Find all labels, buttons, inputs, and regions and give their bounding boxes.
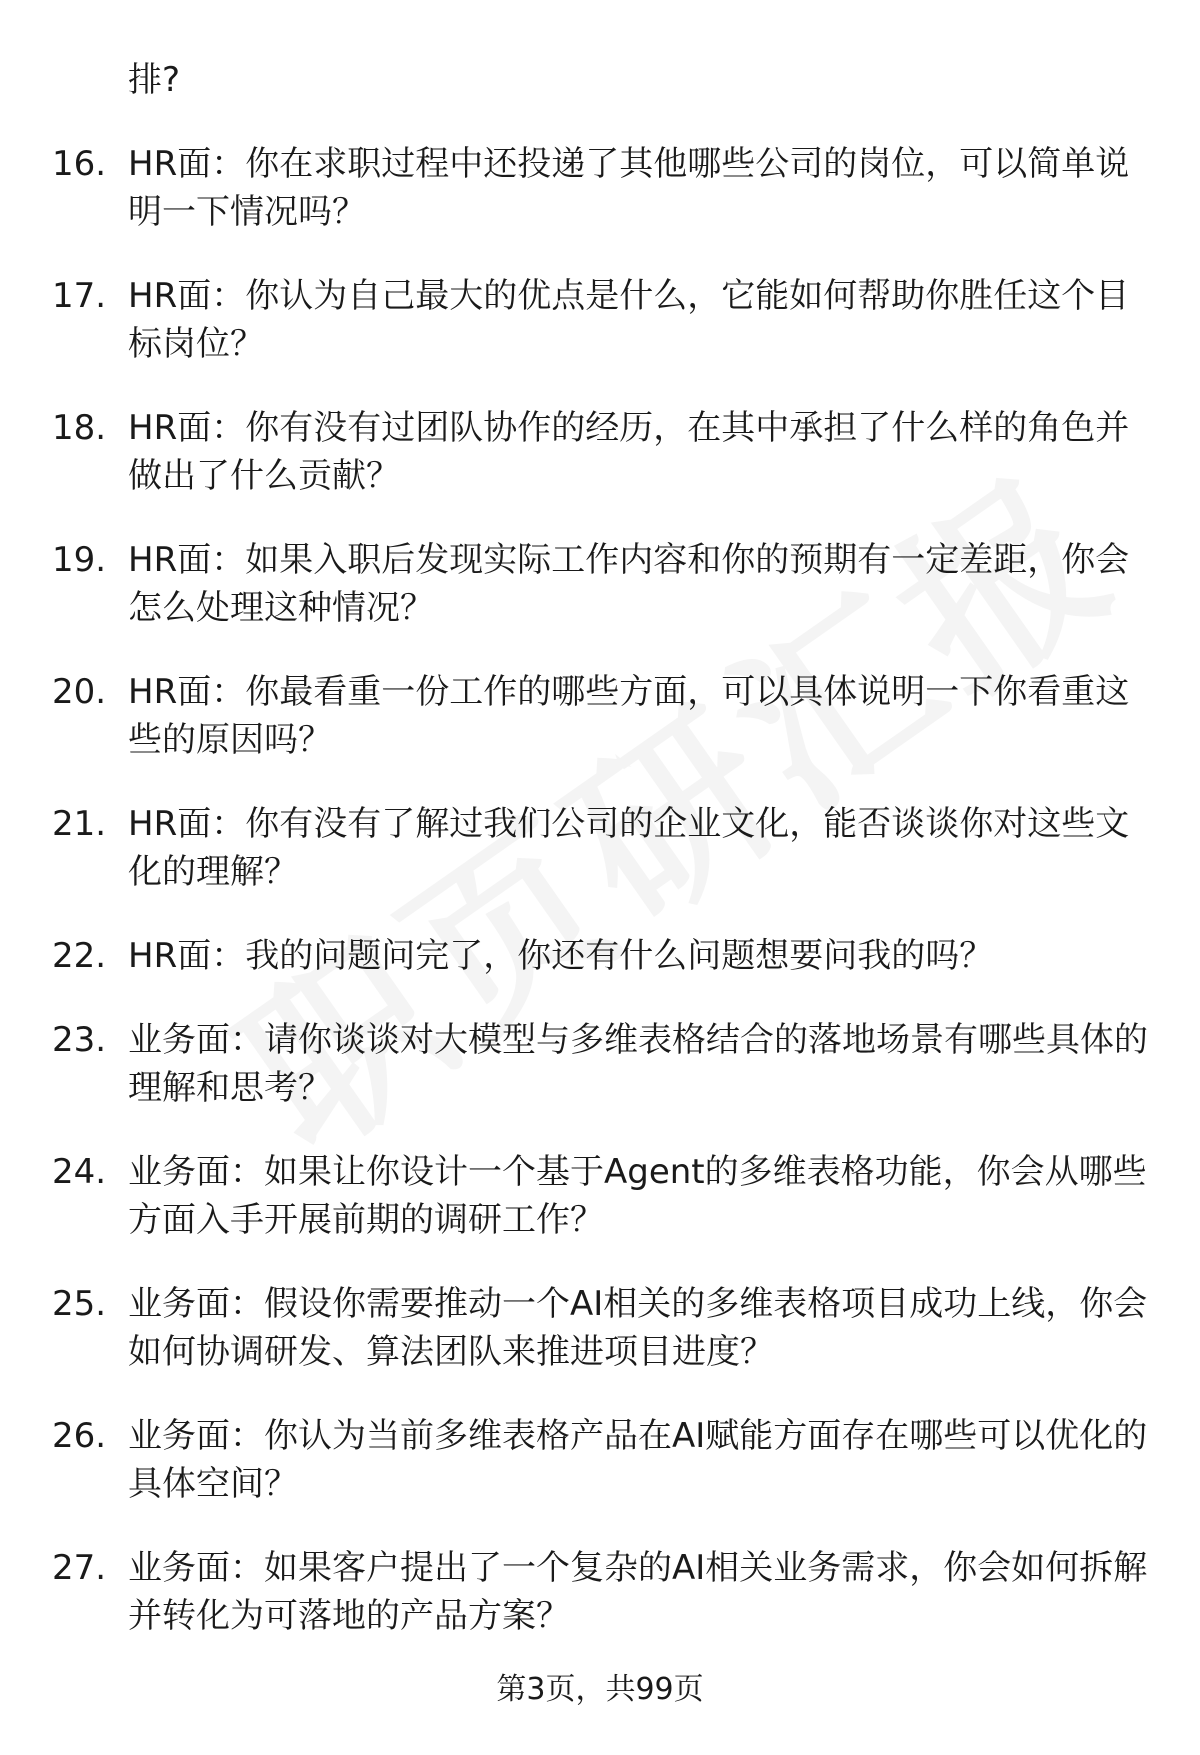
continued-text: 排? <box>128 60 181 100</box>
list-item <box>52 1412 1162 1544</box>
list-item <box>52 404 1162 536</box>
item-number: 16. <box>52 144 107 184</box>
page-footer: 第3页，共99页 <box>496 1672 704 1707</box>
item-text: 业务面：如果让你设计一个基于Agent的多维表格功能，你会从哪些方面入手开展前期的调研工作？ <box>128 1152 1147 1240</box>
item-text: HR面：我的问题问完了，你还有什么问题想要问我的吗？ <box>128 936 994 976</box>
item-text: HR面：你有没有过团队协作的经历，在其中承担了什么样的角色并做出了什么贡献？ <box>128 408 1130 496</box>
item-text: HR面：你在求职过程中还投递了其他哪些公司的岗位，可以简单说明一下情况吗？ <box>128 144 1130 232</box>
list-item <box>52 140 1162 272</box>
item-number: 21. <box>52 804 107 844</box>
item-text: HR面：你认为自己最大的优点是什么，它能如何帮助你胜任这个目标岗位？ <box>128 276 1130 364</box>
item-number: 24. <box>52 1152 107 1192</box>
item-text: 业务面：假设你需要推动一个AI相关的多维表格项目成功上线，你会如何协调研发、算法团队来推进项目进度？ <box>128 1284 1148 1372</box>
item-number: 26. <box>52 1416 107 1456</box>
list-item <box>52 536 1162 668</box>
list-item <box>52 1148 1162 1280</box>
item-text: HR面：你最看重一份工作的哪些方面，可以具体说明一下你看重这些的原因吗？ <box>128 672 1130 760</box>
list-item <box>52 1280 1162 1412</box>
item-number: 20. <box>52 672 107 712</box>
item-number: 22. <box>52 936 107 976</box>
list-item <box>52 932 1162 1016</box>
list-item <box>52 800 1162 932</box>
item-text: 业务面：你认为当前多维表格产品在AI赋能方面存在哪些可以优化的具体空间？ <box>128 1416 1148 1504</box>
item-text: 业务面：如果客户提出了一个复杂的AI相关业务需求，你会如何拆解并转化为可落地的产品方案？ <box>128 1548 1148 1636</box>
item-number: 17. <box>52 276 107 316</box>
item-number: 23. <box>52 1020 107 1060</box>
list-item <box>52 668 1162 800</box>
item-number: 27. <box>52 1548 107 1588</box>
item-number: 19. <box>52 540 107 580</box>
item-text: HR面：你有没有了解过我们公司的企业文化，能否谈谈你对这些文化的理解？ <box>128 804 1130 892</box>
question-list <box>52 140 1162 1676</box>
list-item <box>52 272 1162 404</box>
item-text: 业务面：请你谈谈对大模型与多维表格结合的落地场景有哪些具体的理解和思考？ <box>128 1020 1148 1108</box>
list-item <box>52 1016 1162 1148</box>
item-text: HR面：如果入职后发现实际工作内容和你的预期有一定差距，你会怎么处理这种情况？ <box>128 540 1130 628</box>
item-number: 25. <box>52 1284 107 1324</box>
item-number: 18. <box>52 408 107 448</box>
list-item <box>52 1544 1162 1676</box>
